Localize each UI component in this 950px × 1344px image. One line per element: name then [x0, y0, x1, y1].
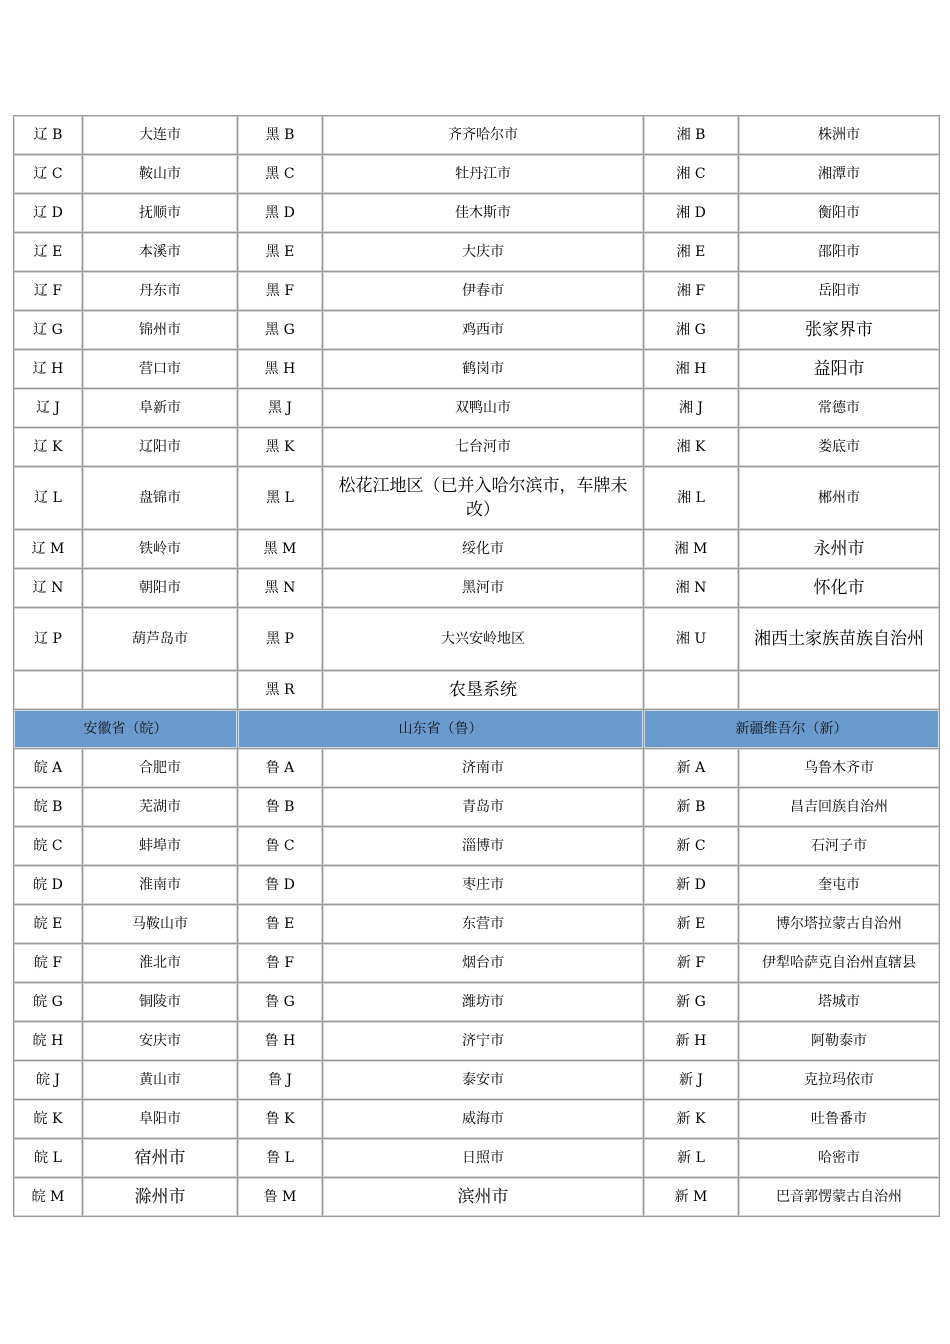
plate-code-cell: 黑 C	[238, 155, 322, 193]
plate-code-cell: 新 M	[644, 1178, 738, 1216]
table-row	[14, 827, 939, 865]
plate-code-cell: 黑 M	[238, 530, 322, 568]
city-cell: 娄底市	[739, 428, 939, 466]
city-cell: 郴州市	[739, 467, 939, 529]
plate-code-cell: 鲁 F	[238, 944, 322, 982]
plate-code-cell: 皖 E	[14, 905, 82, 943]
city-cell: 淄博市	[323, 827, 643, 865]
plate-code-cell: 新 G	[644, 983, 738, 1021]
table-row	[14, 467, 939, 529]
table-row	[14, 671, 939, 709]
city-cell: 邵阳市	[739, 233, 939, 271]
city-cell: 滁州市	[83, 1178, 237, 1216]
plate-code-cell: 皖 C	[14, 827, 82, 865]
plate-code-cell: 新 C	[644, 827, 738, 865]
city-cell: 昌吉回族自治州	[739, 788, 939, 826]
plate-code-cell: 皖 G	[14, 983, 82, 1021]
city-cell: 张家界市	[739, 311, 939, 349]
city-cell: 鞍山市	[83, 155, 237, 193]
plate-code-cell: 新 B	[644, 788, 738, 826]
plate-code-cell: 黑 P	[238, 608, 322, 670]
plate-code-cell: 鲁 K	[238, 1100, 322, 1138]
plate-code-cell: 辽 P	[14, 608, 82, 670]
city-cell: 奎屯市	[739, 866, 939, 904]
city-cell: 双鸭山市	[323, 389, 643, 427]
plate-code-cell: 湘 M	[644, 530, 738, 568]
plate-code-cell: 新 E	[644, 905, 738, 943]
table-row	[14, 608, 939, 670]
city-cell: 大庆市	[323, 233, 643, 271]
plate-code-cell: 黑 R	[238, 671, 322, 709]
city-cell: 滨州市	[323, 1178, 643, 1216]
plate-code-cell: 皖 M	[14, 1178, 82, 1216]
table-row	[14, 233, 939, 271]
city-cell: 农垦系统	[323, 671, 643, 709]
plate-code-cell: 皖 L	[14, 1139, 82, 1177]
table-row	[14, 350, 939, 388]
city-cell: 淮北市	[83, 944, 237, 982]
plate-code-cell: 湘 H	[644, 350, 738, 388]
plate-code-cell: 湘 F	[644, 272, 738, 310]
city-cell: 石河子市	[739, 827, 939, 865]
plate-code-cell: 皖 A	[14, 749, 82, 787]
city-cell: 抚顺市	[83, 194, 237, 232]
plate-code-cell: 鲁 D	[238, 866, 322, 904]
plate-code-cell: 皖 D	[14, 866, 82, 904]
city-cell: 鹤岗市	[323, 350, 643, 388]
plate-code-cell: 黑 N	[238, 569, 322, 607]
city-cell: 伊犁哈萨克自治州直辖县	[739, 944, 939, 982]
city-cell: 葫芦岛市	[83, 608, 237, 670]
plate-code-cell: 湘 C	[644, 155, 738, 193]
city-cell: 铜陵市	[83, 983, 237, 1021]
table-row	[14, 866, 939, 904]
table-body	[14, 116, 939, 1216]
city-cell: 威海市	[323, 1100, 643, 1138]
city-cell: 济南市	[323, 749, 643, 787]
plate-code-cell: 黑 L	[238, 467, 322, 529]
plate-code-cell: 黑 H	[238, 350, 322, 388]
table-row	[14, 905, 939, 943]
plate-code-cell: 辽 N	[14, 569, 82, 607]
city-cell: 枣庄市	[323, 866, 643, 904]
plate-code-cell: 鲁 M	[238, 1178, 322, 1216]
plate-code-cell	[644, 671, 738, 709]
plate-code-cell: 黑 E	[238, 233, 322, 271]
city-cell: 七台河市	[323, 428, 643, 466]
plate-code-cell: 湘 D	[644, 194, 738, 232]
table-row	[14, 944, 939, 982]
plate-code-cell: 新 K	[644, 1100, 738, 1138]
city-cell	[739, 671, 939, 709]
table-row	[14, 569, 939, 607]
plate-code-cell: 新 D	[644, 866, 738, 904]
table-row	[14, 389, 939, 427]
table-row	[14, 983, 939, 1021]
plate-code-cell: 湘 B	[644, 116, 738, 154]
plate-code-cell: 鲁 J	[238, 1061, 322, 1099]
province-header-anhui: 安徽省（皖）	[14, 710, 237, 748]
plate-code-cell: 鲁 L	[238, 1139, 322, 1177]
table-row	[14, 788, 939, 826]
city-cell: 大兴安岭地区	[323, 608, 643, 670]
city-cell: 岳阳市	[739, 272, 939, 310]
table-row	[14, 194, 939, 232]
table-row	[14, 530, 939, 568]
city-cell: 鸡西市	[323, 311, 643, 349]
city-cell: 巴音郭愣蒙古自治州	[739, 1178, 939, 1216]
city-cell: 宿州市	[83, 1139, 237, 1177]
city-cell: 常德市	[739, 389, 939, 427]
plate-code-cell: 辽 H	[14, 350, 82, 388]
plate-code-cell: 新 F	[644, 944, 738, 982]
city-cell: 湘潭市	[739, 155, 939, 193]
city-cell: 绥化市	[323, 530, 643, 568]
city-cell: 齐齐哈尔市	[323, 116, 643, 154]
city-cell: 大连市	[83, 116, 237, 154]
province-header-row	[14, 710, 939, 748]
city-cell: 泰安市	[323, 1061, 643, 1099]
plate-code-cell: 鲁 E	[238, 905, 322, 943]
city-cell: 佳木斯市	[323, 194, 643, 232]
plate-code-cell: 辽 G	[14, 311, 82, 349]
plate-code-cell: 湘 E	[644, 233, 738, 271]
plate-code-cell: 鲁 C	[238, 827, 322, 865]
city-cell: 盘锦市	[83, 467, 237, 529]
plate-code-cell: 皖 F	[14, 944, 82, 982]
table-row	[14, 1061, 939, 1099]
city-cell: 青岛市	[323, 788, 643, 826]
plate-code-cell: 辽 E	[14, 233, 82, 271]
table-row	[14, 311, 939, 349]
city-cell: 朝阳市	[83, 569, 237, 607]
province-header-shandong: 山东省（鲁）	[238, 710, 643, 748]
plate-code-cell: 黑 B	[238, 116, 322, 154]
plate-code-cell: 湘 L	[644, 467, 738, 529]
plate-code-cell: 鲁 A	[238, 749, 322, 787]
plate-code-cell: 黑 J	[238, 389, 322, 427]
city-cell: 伊春市	[323, 272, 643, 310]
city-cell: 塔城市	[739, 983, 939, 1021]
city-cell: 黑河市	[323, 569, 643, 607]
plate-code-cell: 鲁 B	[238, 788, 322, 826]
city-cell: 哈密市	[739, 1139, 939, 1177]
city-cell: 合肥市	[83, 749, 237, 787]
city-cell: 博尔塔拉蒙古自治州	[739, 905, 939, 943]
city-cell: 潍坊市	[323, 983, 643, 1021]
plate-code-cell: 鲁 G	[238, 983, 322, 1021]
plate-code-cell: 辽 J	[14, 389, 82, 427]
city-cell: 东营市	[323, 905, 643, 943]
city-cell: 吐鲁番市	[739, 1100, 939, 1138]
city-cell: 株洲市	[739, 116, 939, 154]
city-cell: 本溪市	[83, 233, 237, 271]
plate-code-cell: 新 J	[644, 1061, 738, 1099]
city-cell: 阜阳市	[83, 1100, 237, 1138]
plate-code-cell: 新 H	[644, 1022, 738, 1060]
plate-code-cell: 辽 K	[14, 428, 82, 466]
plate-code-cell: 皖 K	[14, 1100, 82, 1138]
table-row	[14, 1139, 939, 1177]
city-cell: 阿勒泰市	[739, 1022, 939, 1060]
plate-code-cell	[14, 671, 82, 709]
plate-code-cell: 鲁 H	[238, 1022, 322, 1060]
plate-code-cell: 新 A	[644, 749, 738, 787]
province-header-xinjiang: 新疆维吾尔（新）	[644, 710, 939, 748]
city-cell: 克拉玛依市	[739, 1061, 939, 1099]
plate-code-cell: 湘 N	[644, 569, 738, 607]
city-cell	[83, 671, 237, 709]
city-cell: 蚌埠市	[83, 827, 237, 865]
city-cell: 烟台市	[323, 944, 643, 982]
city-cell: 衡阳市	[739, 194, 939, 232]
plate-code-cell: 辽 C	[14, 155, 82, 193]
plate-code-cell: 黑 K	[238, 428, 322, 466]
city-cell: 济宁市	[323, 1022, 643, 1060]
table-row	[14, 1178, 939, 1216]
plate-code-table	[13, 115, 940, 1217]
city-cell: 阜新市	[83, 389, 237, 427]
city-cell: 日照市	[323, 1139, 643, 1177]
city-cell: 永州市	[739, 530, 939, 568]
plate-code-cell: 辽 B	[14, 116, 82, 154]
city-cell: 怀化市	[739, 569, 939, 607]
plate-code-cell: 辽 F	[14, 272, 82, 310]
plate-code-cell: 皖 J	[14, 1061, 82, 1099]
city-cell: 湘西土家族苗族自治州	[739, 608, 939, 670]
plate-code-cell: 辽 L	[14, 467, 82, 529]
city-cell: 辽阳市	[83, 428, 237, 466]
city-cell: 黄山市	[83, 1061, 237, 1099]
plate-code-cell: 湘 U	[644, 608, 738, 670]
table-row	[14, 428, 939, 466]
city-cell: 松花江地区（已并入哈尔滨市，车牌未改）	[323, 467, 643, 529]
plate-code-cell: 湘 J	[644, 389, 738, 427]
city-cell: 丹东市	[83, 272, 237, 310]
city-cell: 益阳市	[739, 350, 939, 388]
city-cell: 马鞍山市	[83, 905, 237, 943]
city-cell: 淮南市	[83, 866, 237, 904]
city-cell: 安庆市	[83, 1022, 237, 1060]
plate-code-cell: 辽 D	[14, 194, 82, 232]
plate-code-cell: 辽 M	[14, 530, 82, 568]
plate-code-cell: 新 L	[644, 1139, 738, 1177]
table-row	[14, 155, 939, 193]
table-row	[14, 116, 939, 154]
table-row	[14, 749, 939, 787]
plate-code-cell: 黑 D	[238, 194, 322, 232]
plate-code-cell: 皖 B	[14, 788, 82, 826]
city-cell: 芜湖市	[83, 788, 237, 826]
plate-code-cell: 黑 G	[238, 311, 322, 349]
table-row	[14, 1100, 939, 1138]
city-cell: 牡丹江市	[323, 155, 643, 193]
plate-code-cell: 湘 G	[644, 311, 738, 349]
table-row	[14, 1022, 939, 1060]
city-cell: 营口市	[83, 350, 237, 388]
city-cell: 乌鲁木齐市	[739, 749, 939, 787]
plate-code-cell: 湘 K	[644, 428, 738, 466]
city-cell: 铁岭市	[83, 530, 237, 568]
city-cell: 锦州市	[83, 311, 237, 349]
plate-code-cell: 黑 F	[238, 272, 322, 310]
plate-code-cell: 皖 H	[14, 1022, 82, 1060]
table-row	[14, 272, 939, 310]
